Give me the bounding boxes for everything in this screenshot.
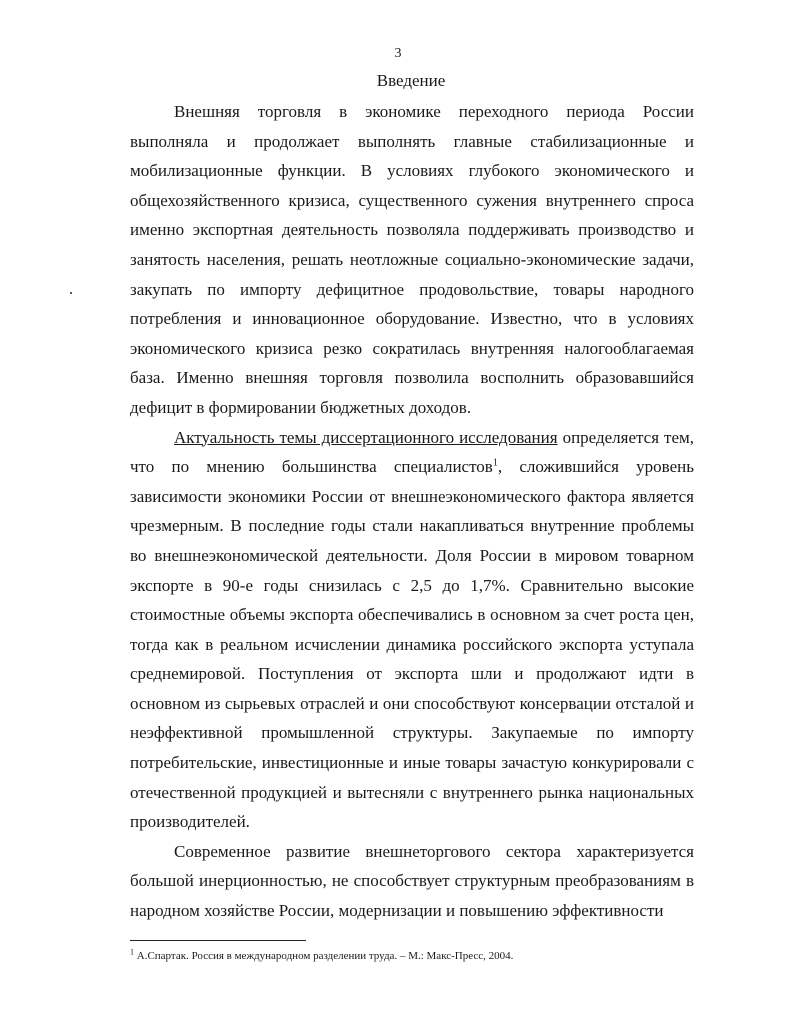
relevance-text-part2: , сложившийся уровень зависимости экономики России от внешнеэкономического фактора является чрезмерным. В последние годы стали накапливаться внутренние проблемы во внешнеэкономической деятельности. Доля России в мировом товарном экспорте в 90-е годы снизилась с 2,5 до 1,7%. Сравнительно высокие стоимостные объемы экспорта обеспечивались в основном за счет роста цен, тогда как в реальном исчислении динамика российского экспорта уступала среднемировой. Поступления от экспорта шли и продолжают идти в основном из сырьевых отраслей и они способствуют консервации отсталой и неэффективной промышленной структуры. Закупаемые по импорту потребительские, инвестиционные и иные товары зачастую конкурировали с отечественной продукцией и вытесняли с внутреннего рынка национальных производителей. [130, 457, 695, 832]
footnote-marker: 1 [130, 947, 134, 957]
scan-speck [70, 292, 72, 294]
paragraph-relevance [130, 423, 694, 837]
relevance-text-part1: определяется тем, что по мнению большинства специалистов [130, 427, 694, 477]
footnote-text: А.Спартак. Россия в международном разделении труда. – М.: Макс-Пресс, 2004. [134, 950, 514, 962]
footnote-reference: 1 [492, 457, 498, 469]
page-number: 3 [394, 46, 402, 61]
footnote-divider [130, 940, 306, 941]
section-title: Введение [376, 71, 446, 90]
relevance-heading: Актуальность темы диссертационного исследования [174, 427, 558, 447]
paragraph-intro: Внешняя торговля в экономике переходного периода России выполняла и продолжает выполнять главные стабилизационные и мобилизационные функции. В условиях глубокого экономического и общехозяйственного кризиса, существенного сужения внутреннего спроса именно экспортная деятельность позволяла поддерживать производство и занятость населения, решать неотложные социально-экономические задачи, закупать по импорту дефицитное продовольствие, товары народного потребления и инновационное оборудование. Известно, что в условиях экономического кризиса резко сократилась внутренняя налогооблагаемая база. Именно внешняя торговля позволила восполнить образовавшийся дефицит в формировании бюджетных доходов. [130, 102, 694, 417]
footnote [130, 947, 690, 962]
paragraph-development: Современное развитие внешнеторгового сектора характеризуется большой инерционностью, не способствует структурным преобразованиям в народном хозяйстве России, модернизации и повышению эффективности [130, 841, 694, 921]
body-text [130, 97, 694, 926]
